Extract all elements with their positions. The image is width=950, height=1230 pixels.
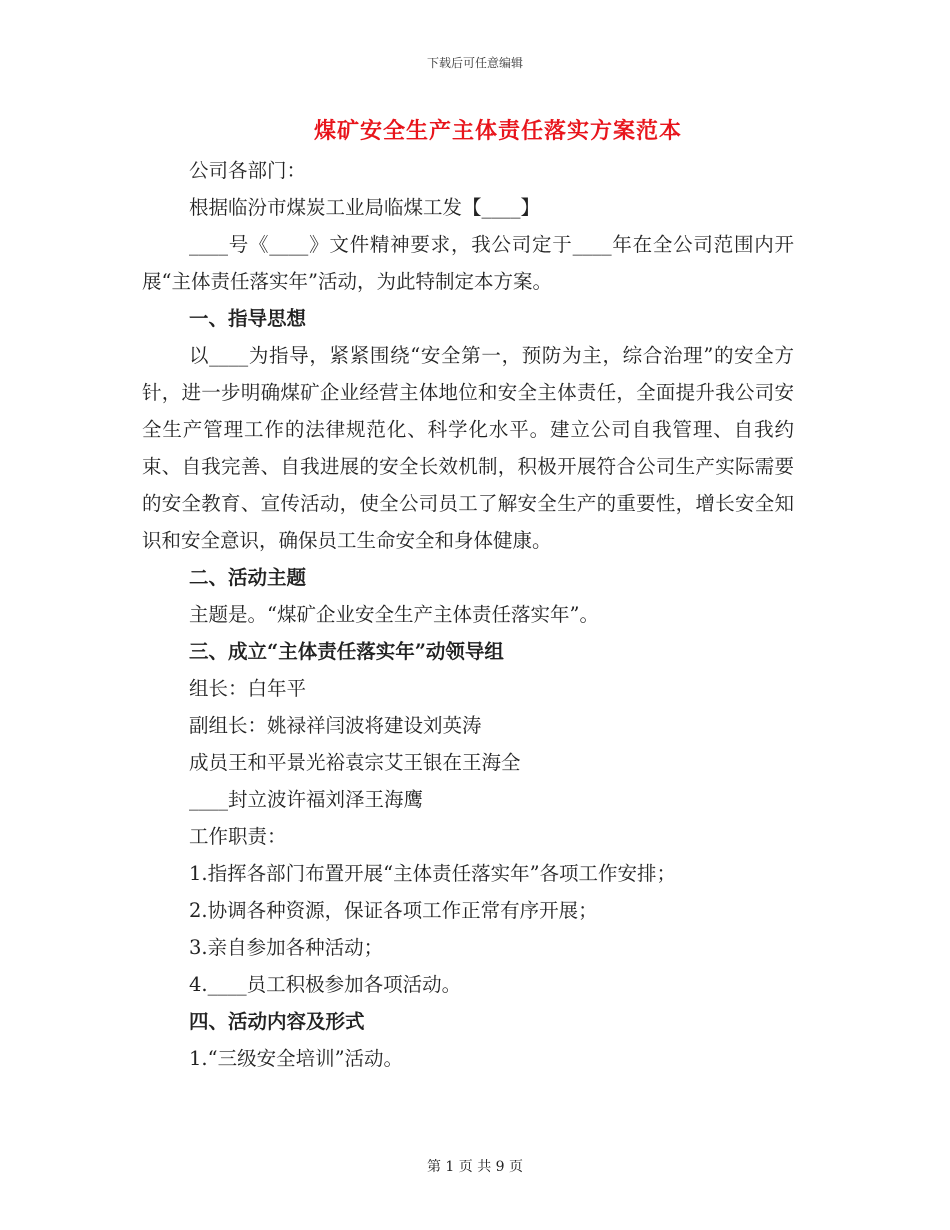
header-note: 下载后可任意编辑 (426, 56, 523, 70)
intro-line: 根据临汾市煤炭工业局临煤工发【____】 (189, 196, 541, 219)
section-1-paragraph: 以____为指导，紧紧围绕“安全第一，预防为主，综合治理”的安全方针，进一步明确煤矿企业经营主体地位和安全主体责任，全面提升我公司安全生产管理工作的法律规范化、科学化水平。建立公司自我管理、自我约束、自我完善、自我进展的安全长效机制，积极开展符合公司生产实际需要的安全教育、宣传活动，使全公司员工了解安全生产的重要性，增长安全知识和安全意识，确保员工生命安全和身体健康。 (142, 344, 794, 552)
duty-item: 3.亲自参加各种活动； (189, 936, 384, 959)
section-2-paragraph: 主题是。“煤矿企业安全生产主体责任落实年”。 (189, 603, 599, 626)
section-3-heading: 三、成立“主体责任落实年”动领导组 (189, 640, 504, 663)
group-deputy: 副组长：姚禄祥闫波将建设刘英涛 (189, 714, 482, 737)
document-body (142, 152, 794, 1077)
section-4-heading: 四、活动内容及形式 (189, 1010, 365, 1033)
group-members-line-1: 成员王和平景光裕袁宗艾王银在王海全 (189, 751, 521, 774)
duty-item: 4.____员工积极参加各项活动。 (189, 973, 462, 996)
section-4-item-1: 1.“三级安全培训”活动。 (189, 1047, 404, 1070)
duty-item: 1.指挥各部门布置开展“主体责任落实年”各项工作安排； (189, 862, 677, 885)
section-2-heading: 二、活动主题 (189, 566, 307, 589)
duty-label: 工作职责： (189, 825, 287, 848)
section-1-heading: 一、指导思想 (189, 307, 307, 330)
group-members-line-2: ____封立波许福刘泽王海鹰 (189, 788, 424, 811)
salutation: 公司各部门： (189, 159, 307, 182)
document-title: 煤矿安全生产主体责任落实方案范本 (313, 118, 682, 144)
duty-item: 2.协调各种资源，保证各项工作正常有序开展； (189, 899, 598, 922)
intro-paragraph: ____号《____》文件精神要求，我公司定于____年在全公司范围内开展“主体责任落实年”活动，为此特制定本方案。 (142, 233, 794, 293)
page-footer: 第 1 页 共 9 页 (426, 1159, 524, 1175)
group-leader: 组长：白年平 (189, 677, 307, 700)
